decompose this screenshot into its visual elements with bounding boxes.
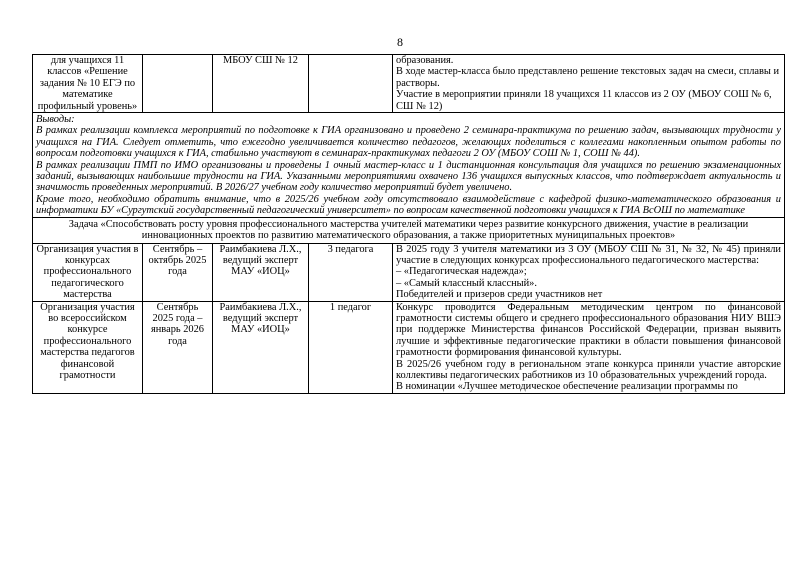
table-row [33, 243, 785, 301]
count-cell [309, 55, 393, 113]
responsible-cell: МБОУ СШ № 12 [213, 55, 309, 113]
conclusions-heading: Выводы: [36, 114, 75, 126]
count-cell: 3 педагога [309, 243, 393, 301]
event-cell: Организация участия во всероссийском конкурсе профессионального мастерства педагогов финансовой грамотности [33, 301, 143, 393]
result-cell [393, 55, 785, 113]
result-cell [393, 243, 785, 301]
result-paragraph: Участие в мероприятии приняли 18 учащихся 11 классов из 2 ОУ (МБОУ СОШ № 6, СШ № 12) [396, 89, 772, 112]
conclusion-paragraph: Кроме того, необходимо обратить внимание, что в 2025/26 учебном году отсутствовало взаимодействие с кафедрой физико-математического образования и информатики БУ «Сургутский государственный педагогический университет» по вопросам качественной подготовки учащихся к ГИА ВсОШ по математике [36, 193, 781, 217]
count-cell: 1 педагог [309, 301, 393, 393]
table-row-continued [33, 55, 785, 113]
event-cell: для учащихся 11 классов «Решение задания № 10 ЕГЭ по математике профильный уровень» [33, 55, 143, 113]
conclusion-paragraph: В рамках реализации комплекса мероприятий по подготовке к ГИА организовано и проведено 2 семинара-практикума по решению задач, вызывающих трудности у учащихся на ГИА. Следует отметить, что ежегодно увеличивается количество педагогов, желающих поделиться с коллегами накопленным опытом работы по вопросам подготовки учащихся к ГИА, стабильно участвуют в семинарах-практикумах педагоги 2 ОУ (МБОУ СОШ № 1, СОШ № 44). [36, 125, 781, 160]
result-paragraph: В ходе мастер-класса было представлено решение текстовых задач на смеси, сплавы и растворы. [396, 66, 780, 89]
result-paragraph: В 2025/26 учебном году в региональном этапе конкурса приняли участие авторские коллективы педагогических работников из 10 образовательных учреждений города. [396, 358, 781, 381]
result-paragraph: В 2025 году 3 учителя математики из 3 ОУ (МБОУ СШ № 31, № 32, № 45) приняли участие в следующих конкурсах профессионального педагогического мастерства: [396, 243, 781, 266]
responsible-cell: Раимбакиева Л.Х., ведущий эксперт МАУ «ИОЦ» [213, 301, 309, 393]
table-row [33, 301, 785, 393]
result-cell [393, 301, 785, 393]
responsible-cell: Раимбакиева Л.Х., ведущий эксперт МАУ «ИОЦ» [213, 243, 309, 301]
dates-cell [143, 55, 213, 113]
task-row [33, 217, 785, 243]
report-table [32, 54, 785, 394]
task-cell: Задача «Способствовать росту уровня профессионального мастерства учителей математики через развитие конкурсного движения, участие в реализации инновационных проектов по развитию математического образования, а также приоритетных муниципальных проектов» [33, 217, 785, 243]
event-cell: Организация участия в конкурсах профессионального педагогического мастерства [33, 243, 143, 301]
result-paragraph: – «Педагогическая надежда»; [396, 266, 527, 278]
page-number: 8 [397, 35, 403, 49]
conclusions-cell [33, 113, 785, 218]
result-paragraph: В номинации «Лучшее методическое обеспечение реализации программы по [396, 381, 738, 393]
result-paragraph: образования. [396, 55, 454, 66]
conclusions-row [33, 113, 785, 218]
result-paragraph: Победителей и призеров среди участников нет [396, 289, 603, 301]
dates-cell: Сентябрь 2025 года – январь 2026 года [143, 301, 213, 393]
conclusion-paragraph: В рамках реализации ПМП по ИМО организованы и проведены 1 очный мастер-класс и 1 дистанционная консультация для учащихся по решению экзаменационных заданий, вызывающих наибольшие трудности на ГИА. Указанными мероприятиями охвачено 136 учащихся выпускных классов, что подтверждает актуальность и значимость проведенных мероприятий. В 2026/27 учебном году количество мероприятий будет увеличено. [36, 159, 781, 194]
dates-cell: Сентябрь – октябрь 2025 года [143, 243, 213, 301]
result-paragraph: – «Самый классный классный». [396, 277, 537, 289]
result-paragraph: Конкурс проводится Федеральным методическим центром по финансовой грамотности системы общего и среднего профессионального образования НИУ ВШЭ при поддержке Министерства финансов Российской Федерации, призван выявить лучшие и эффективные педагогические практики в области повышения финансовой грамотности формирования финансовой культуры. [396, 301, 781, 359]
